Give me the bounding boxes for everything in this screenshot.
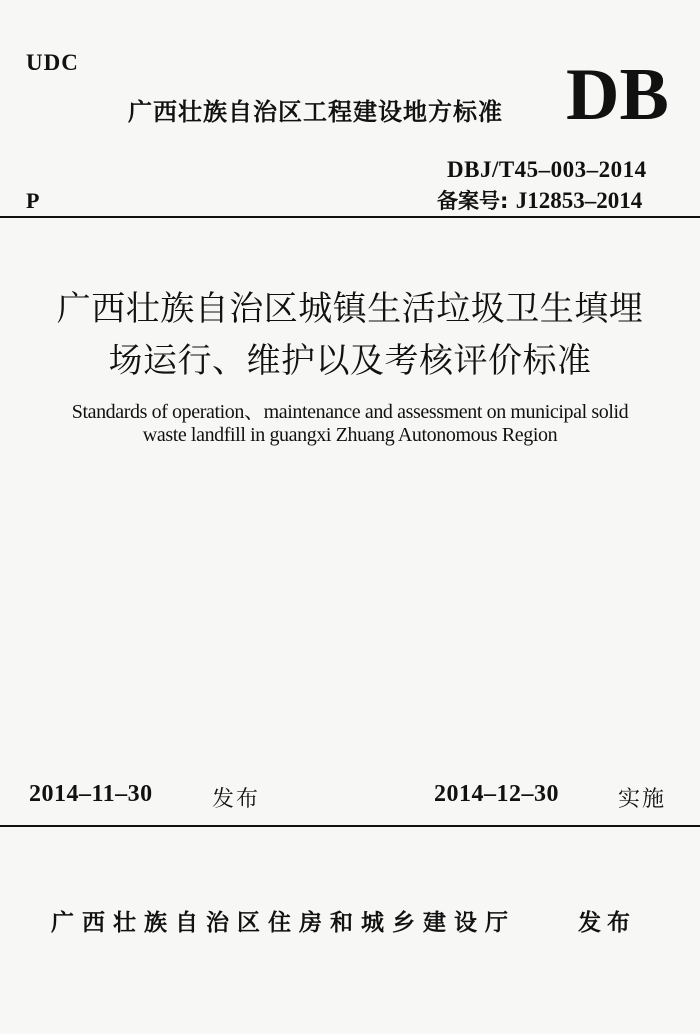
standard-type: 广西壮族自治区工程建设地方标准 — [128, 98, 503, 126]
udc-label: UDC — [26, 50, 79, 75]
issuer-name: 广西壮族自治区住房和城乡建设厅 — [51, 910, 516, 936]
category-letter: P — [26, 188, 40, 213]
filing-label: 备案号: — [437, 189, 509, 213]
title-zh-line2: 场运行、维护以及考核评价标准 — [108, 341, 592, 381]
issuer-action: 发布 — [578, 910, 636, 936]
title-en-line2: waste landfill in guangxi Zhuang Autonomous Region — [142, 424, 558, 446]
title-en-line1: Standards of operation、maintenance and assessment on municipal solid — [71, 401, 629, 423]
title-zh-line1: 广西壮族自治区城镇生活垃圾卫生填埋 — [56, 289, 644, 329]
filing-number — [437, 185, 642, 215]
issued-date: 2014–11–30 — [29, 781, 153, 807]
effective-label: 实施 — [618, 787, 667, 812]
bottom-divider — [0, 825, 700, 827]
db-mark: DB — [566, 54, 669, 136]
issued-label: 发布 — [212, 787, 261, 812]
effective-date: 2014–12–30 — [434, 781, 559, 807]
standard-code: DBJ/T45–003–2014 — [447, 157, 647, 182]
filing-number-value: J12853–2014 — [515, 188, 643, 213]
top-divider — [0, 216, 700, 218]
